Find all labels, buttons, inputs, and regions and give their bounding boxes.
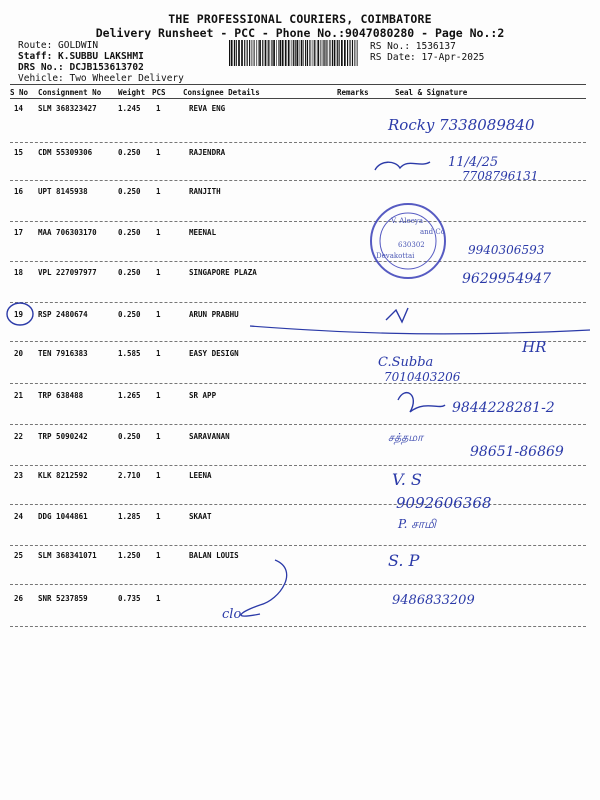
row-21-signature-scribble bbox=[398, 393, 445, 412]
col-consignee: Consignee Details bbox=[183, 88, 260, 97]
row-pcs: 1 bbox=[156, 349, 161, 358]
row-separator bbox=[10, 424, 586, 425]
row-15-signature-scribble bbox=[375, 162, 430, 170]
col-pcs: PCS bbox=[152, 88, 166, 97]
row-separator bbox=[10, 341, 586, 342]
rs-date: RS Date: 17-Apr-2025 bbox=[370, 52, 485, 63]
sig-row17-phone: 9940306593 bbox=[468, 243, 545, 257]
row-weight: 1.250 bbox=[118, 551, 141, 560]
row-consignment-no: DDG 1044861 bbox=[38, 512, 88, 521]
runsheet-subtitle: Delivery Runsheet - PCC - Phone No.:9047080280 - Page No.:2 bbox=[95, 26, 505, 40]
row-separator bbox=[10, 465, 586, 466]
row-sno: 19 bbox=[14, 310, 24, 319]
row-25-loop-scribble bbox=[241, 560, 287, 616]
row-consignee: SR APP bbox=[189, 391, 217, 400]
row-pcs: 1 bbox=[156, 551, 161, 560]
row-consignee: ARUN PRABHU bbox=[189, 310, 239, 319]
row-consignee: MEENAL bbox=[189, 228, 217, 237]
row-consignment-no: RSP 2480674 bbox=[38, 310, 88, 319]
row-sno: 24 bbox=[14, 512, 24, 521]
row-pcs: 1 bbox=[156, 432, 161, 441]
row-19-strike-line bbox=[250, 326, 590, 334]
sig-row22-phone: 98651-86869 bbox=[470, 444, 564, 460]
stamp-line4: 630302 bbox=[398, 241, 425, 249]
row-pcs: 1 bbox=[156, 187, 161, 196]
row-consignment-no: UPT 8145938 bbox=[38, 187, 88, 196]
row-consignment-no: VPL 227097977 bbox=[38, 268, 97, 277]
sig-row20-name: C.Subba bbox=[378, 355, 434, 370]
stamp-line1: V. Aleeya bbox=[391, 217, 423, 225]
row-consignee: SKAAT bbox=[189, 512, 212, 521]
row-consignee: BALAN LOUIS bbox=[189, 551, 239, 560]
row-pcs: 1 bbox=[156, 268, 161, 277]
row-separator bbox=[10, 504, 586, 505]
row-separator bbox=[10, 383, 586, 384]
company-title: THE PROFESSIONAL COURIERS, COIMBATORE bbox=[168, 12, 432, 26]
rs-number: RS No.: 1536137 bbox=[370, 41, 456, 52]
row-weight: 0.250 bbox=[118, 228, 141, 237]
row-consignment-no: SNR 5237859 bbox=[38, 594, 88, 603]
sig-row14: Rocky 7338089840 bbox=[388, 116, 535, 134]
drs-number: DRS No.: DCJB153613702 bbox=[18, 62, 144, 73]
row-pcs: 1 bbox=[156, 391, 161, 400]
row-sno: 18 bbox=[14, 268, 24, 277]
route-label: Route: GOLDWIN bbox=[18, 40, 99, 51]
row-sno: 20 bbox=[14, 349, 24, 358]
row-consignee: RANJITH bbox=[189, 187, 221, 196]
row-consignment-no: MAA 706303170 bbox=[38, 228, 97, 237]
row-consignment-no: TRP 5090242 bbox=[38, 432, 88, 441]
row-sno: 22 bbox=[14, 432, 24, 441]
row-pcs: 1 bbox=[156, 228, 161, 237]
row-sno: 17 bbox=[14, 228, 24, 237]
row-consignee: SINGAPORE PLAZA bbox=[189, 268, 257, 277]
header-bottom-border bbox=[10, 98, 586, 99]
sig-row25-sign: S. P bbox=[388, 551, 420, 570]
sig-row20-phone: 7010403206 bbox=[384, 370, 461, 384]
row-weight: 1.265 bbox=[118, 391, 141, 400]
row-separator bbox=[10, 584, 586, 585]
row-sno: 25 bbox=[14, 551, 24, 560]
rubber-stamp bbox=[371, 204, 445, 278]
row-consignee: RAJENDRA bbox=[189, 148, 226, 157]
row-weight: 0.250 bbox=[118, 310, 141, 319]
stamp-line2: and Co bbox=[420, 228, 445, 236]
col-consignment: Consignment No bbox=[38, 88, 102, 97]
col-seal-signature: Seal & Signature bbox=[395, 88, 468, 97]
row-weight: 0.735 bbox=[118, 594, 141, 603]
table-top-border bbox=[10, 84, 586, 85]
row-weight: 1.245 bbox=[118, 104, 141, 113]
row-weight: 1.285 bbox=[118, 512, 141, 521]
row-sno: 23 bbox=[14, 471, 24, 480]
row-consignment-no: SLM 368323427 bbox=[38, 104, 97, 113]
row-consignment-no: SLM 368341071 bbox=[38, 551, 97, 560]
sig-row23-sign: V. S bbox=[392, 470, 422, 489]
row-separator bbox=[10, 545, 586, 546]
row-pcs: 1 bbox=[156, 471, 161, 480]
row-consignment-no: CDM 55309306 bbox=[38, 148, 93, 157]
staff-label: Staff: K.SUBBU LAKSHMI bbox=[18, 51, 144, 62]
row-sno: 15 bbox=[14, 148, 24, 157]
sig-row19-initials: HR bbox=[522, 338, 547, 356]
row-separator bbox=[10, 302, 586, 303]
row-separator bbox=[10, 261, 586, 262]
sig-row18-phone: 9629954947 bbox=[462, 271, 552, 287]
row-weight: 0.250 bbox=[118, 268, 141, 277]
sig-row26-phone: 9486833209 bbox=[392, 593, 475, 608]
row-consignment-no: TEN 7916383 bbox=[38, 349, 88, 358]
row-19-signature-scribble bbox=[386, 308, 408, 322]
sig-row15-date: 11/4/25 bbox=[448, 155, 499, 170]
stamp-line3: Devakottai bbox=[376, 252, 415, 260]
row-separator bbox=[10, 221, 586, 222]
row-weight: 2.710 bbox=[118, 471, 141, 480]
row-sno: 21 bbox=[14, 391, 24, 400]
row-consignee: REVA ENG bbox=[189, 104, 226, 113]
sig-row15-phone: 7708796131 bbox=[462, 169, 539, 183]
row-sno: 14 bbox=[14, 104, 24, 113]
row-separator bbox=[10, 180, 586, 181]
row-pcs: 1 bbox=[156, 512, 161, 521]
row-sno: 16 bbox=[14, 187, 24, 196]
col-sno: S No bbox=[10, 88, 29, 97]
row-weight: 0.250 bbox=[118, 187, 141, 196]
sig-row26-clo: clo bbox=[222, 607, 242, 622]
row-consignee: SARAVANAN bbox=[189, 432, 230, 441]
row-separator bbox=[10, 626, 586, 627]
row-consignee: LEENA bbox=[189, 471, 212, 480]
row-weight: 0.250 bbox=[118, 432, 141, 441]
row-consignment-no: TRP 638488 bbox=[38, 391, 84, 400]
sig-row21-phone: 9844228281-2 bbox=[452, 400, 555, 416]
sig-row22-name: சத்தமா bbox=[388, 431, 424, 444]
row-weight: 0.250 bbox=[118, 148, 141, 157]
row-consignment-no: KLK 8212592 bbox=[38, 471, 88, 480]
col-weight: Weight bbox=[118, 88, 146, 97]
col-remarks: Remarks bbox=[337, 88, 369, 97]
row-sno: 26 bbox=[14, 594, 24, 603]
row-pcs: 1 bbox=[156, 148, 161, 157]
vehicle-label: Vehicle: Two Wheeler Delivery bbox=[18, 73, 184, 84]
sig-row24-name: P. சாமி bbox=[398, 517, 436, 531]
row-pcs: 1 bbox=[156, 104, 161, 113]
row-weight: 1.585 bbox=[118, 349, 141, 358]
row-pcs: 1 bbox=[156, 594, 161, 603]
sig-row24-phone: 9092606368 bbox=[396, 494, 492, 512]
row-consignee: EASY DESIGN bbox=[189, 349, 239, 358]
row-separator bbox=[10, 142, 586, 143]
barcode-image bbox=[229, 40, 359, 66]
row-pcs: 1 bbox=[156, 310, 161, 319]
